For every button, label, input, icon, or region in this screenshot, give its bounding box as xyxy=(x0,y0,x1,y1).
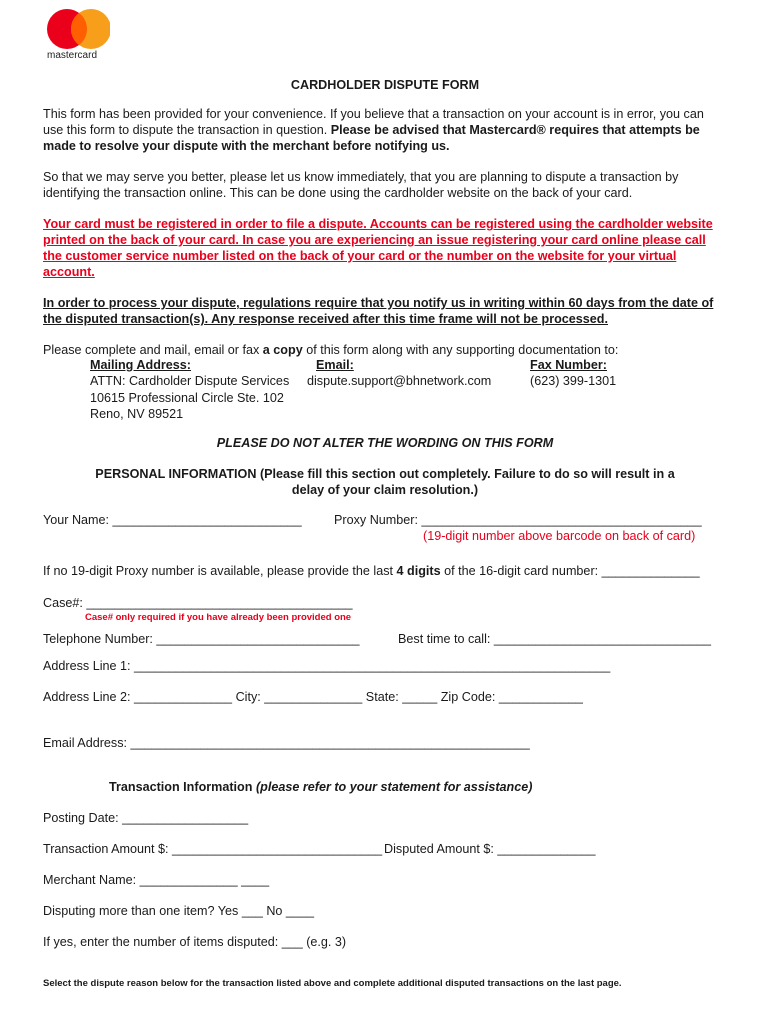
telephone-field[interactable]: Telephone Number: _____________________________ xyxy=(43,632,360,646)
your-name-field[interactable]: Your Name: ___________________________ xyxy=(43,513,302,527)
best-time-field[interactable]: Best time to call: _______________________________ xyxy=(398,632,712,646)
posting-date-field[interactable]: Posting Date: __________________ xyxy=(43,811,249,825)
proxy-hint: (19-digit number above barcode on back of card) xyxy=(423,529,696,543)
number-of-items-field[interactable]: If yes, enter the number of items disputed: ___ (e.g. 3) xyxy=(43,935,347,949)
personal-info-header: PERSONAL INFORMATION (Please fill this section out completely. Failure to do so will result in a xyxy=(95,467,675,481)
email-header: Email: xyxy=(316,358,354,372)
transaction-info-header: Transaction Information (please refer to your statement for assistance) xyxy=(109,780,533,794)
mail-instructions: Please complete and mail, email or fax a copy of this form along with any supporting documentation to: xyxy=(43,343,619,357)
mailing-address-header: Mailing Address: xyxy=(90,358,191,372)
intro-paragraph xyxy=(43,106,723,154)
last-digits-field[interactable]: If no 19-digit Proxy number is available, please provide the last 4 digits of the 16-digit card number: ______________ xyxy=(43,564,700,578)
form-title: CARDHOLDER DISPUTE FORM xyxy=(290,78,480,92)
fax-header: Fax Number: xyxy=(530,358,607,372)
mailing-line: 10615 Professional Circle Ste. 102 xyxy=(90,391,284,405)
email-address-field[interactable]: Email Address: _________________________________________________________ xyxy=(43,736,530,750)
merchant-name-field[interactable]: Merchant Name: ______________ ____ xyxy=(43,873,270,887)
proxy-number-field[interactable]: Proxy Number: ________________________________________ xyxy=(334,513,702,527)
intro-text: This form has been provided for your convenience. If you believe that a transaction on your account is in error, you can use this form to dispute the transaction in question. xyxy=(43,107,704,137)
no-alter-notice: PLEASE DO NOT ALTER THE WORDING ON THIS FORM xyxy=(216,436,554,450)
fax-number: (623) 399-1301 xyxy=(530,374,617,388)
mailing-line: Reno, NV 89521 xyxy=(90,407,184,421)
address-line1-field[interactable]: Address Line 1: ____________________________________________________________________ xyxy=(43,659,611,673)
disputed-amount-field[interactable]: Disputed Amount $: ______________ xyxy=(384,842,596,856)
intro-bold: Please be advised that Mastercard® requires that attempts be made to resolve your dispute with the merchant before notifying us. xyxy=(43,123,700,153)
regulation-notice: In order to process your dispute, regulations require that you notify us in writing within 60 days from the date of the disputed transaction(s). Any response received after this time frame will not be processed. xyxy=(43,296,714,326)
logo-wordmark: mastercard xyxy=(47,50,98,61)
footer-instructions: Select the dispute reason below for the transaction listed above and complete additional disputed transactions on the last page. xyxy=(43,978,622,989)
case-hint: Case# only required if you have already been provided one xyxy=(85,612,352,623)
case-field[interactable]: Case#: ______________________________________ xyxy=(43,596,353,610)
address-line2-field[interactable]: Address Line 2: ______________ City: ______________ State: _____ Zip Code: ____________ xyxy=(43,690,583,704)
mailing-line: ATTN: Cardholder Dispute Services xyxy=(90,374,290,388)
transaction-amount-field[interactable]: Transaction Amount $: ______________________________ xyxy=(43,842,383,856)
mastercard-logo xyxy=(44,7,110,63)
registration-notice: Your card must be registered in order to file a dispute. Accounts can be registered using the cardholder website printed on the back of your card. In case you are experiencing an issue registering your card online please call the customer service number listed on the back of your card or the number on the website for your virtual account. xyxy=(43,217,713,279)
serve-paragraph: So that we may serve you better, please let us know immediately, that you are planning to dispute a transaction by identifying the transaction online. This can be done using the cardholder website on the back of your card. xyxy=(43,170,679,200)
personal-info-header-cont: delay of your claim resolution.) xyxy=(291,483,479,497)
more-than-one-field[interactable]: Disputing more than one item? Yes ___ No ____ xyxy=(43,904,314,918)
dispute-email[interactable]: dispute.support@bhnetwork.com xyxy=(307,374,492,388)
